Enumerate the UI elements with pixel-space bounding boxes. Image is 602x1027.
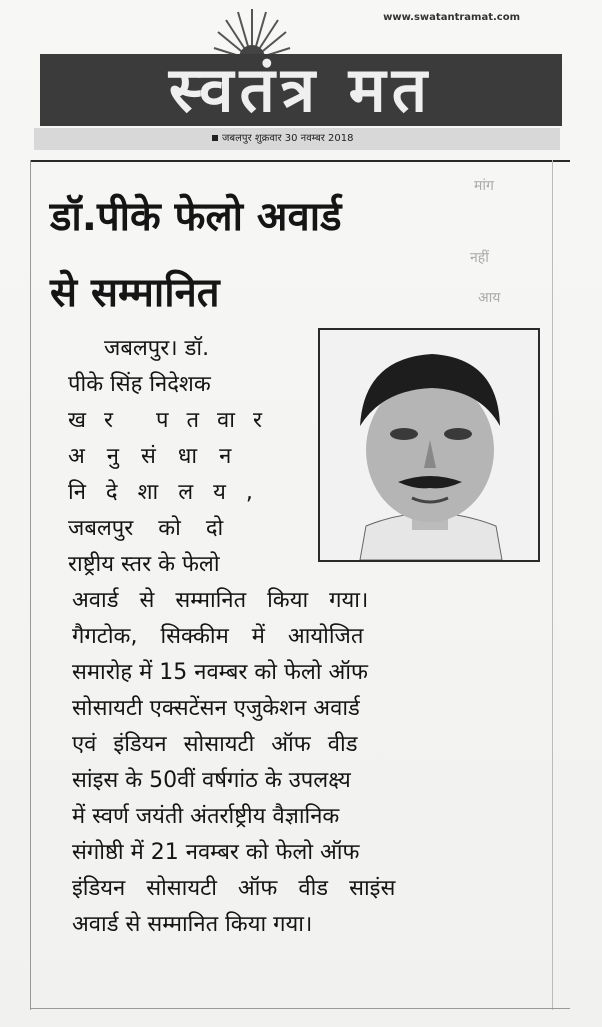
body-line: अवार्ड से सम्मानित किया गया। bbox=[72, 588, 369, 613]
masthead-title: स्वतंत्र मत bbox=[168, 54, 434, 126]
body-line: जबलपुर को दो bbox=[68, 516, 224, 541]
bottom-rule bbox=[30, 1008, 570, 1009]
left-column-rule bbox=[30, 160, 31, 1010]
body-line: समारोह में 15 नवम्बर को फेलो ऑफ bbox=[72, 660, 369, 685]
body-line: में स्वर्ण जयंती अंतर्राष्ट्रीय वैज्ञानिक bbox=[72, 804, 340, 829]
body-line: खर पतवार bbox=[68, 408, 280, 433]
headline-line-2: से सम्मानित bbox=[50, 270, 220, 316]
body-line: गैगटोक, सिक्कीम में आयोजित bbox=[72, 624, 364, 649]
website-url: www.swatantramat.com bbox=[383, 12, 520, 23]
body-line: निदेशालय, bbox=[68, 480, 273, 505]
body-line: पीके सिंह निदेशक bbox=[68, 372, 211, 397]
body-line: सोसायटी एक्सटेंसन एजुकेशन अवार्ड bbox=[72, 696, 360, 721]
margin-note: आय bbox=[478, 290, 501, 306]
headline-line-1: डॉ.पीके फेलो अवार्ड bbox=[50, 194, 342, 240]
body-line: राष्ट्रीय स्तर के फेलो bbox=[68, 552, 220, 577]
right-column-rule bbox=[552, 160, 553, 1010]
body-line: सांइस के 50वीं वर्षगांठ के उपलक्ष्य bbox=[72, 768, 351, 793]
body-line: एवं इंडियन सोसायटी ऑफ वीड bbox=[72, 732, 358, 757]
body-line: अवार्ड से सम्मानित किया गया। bbox=[72, 912, 313, 937]
author-photo bbox=[318, 328, 540, 562]
body-line: जबलपुर। डॉ. bbox=[104, 336, 210, 361]
person-portrait-icon bbox=[320, 330, 538, 560]
margin-note: नहीं bbox=[470, 250, 489, 266]
margin-note: मांग bbox=[474, 178, 494, 194]
top-rule bbox=[30, 160, 570, 162]
dateline: जबलपुर शुक्रवार 30 नवम्बर 2018 bbox=[222, 133, 354, 144]
body-line: संगोष्ठी में 21 नवम्बर को फेलो ऑफ bbox=[72, 840, 360, 865]
body-line: इंडियन सोसायटी ऑफ वीड साइंस bbox=[72, 876, 396, 901]
dateline-bar bbox=[34, 128, 560, 150]
bullet-square-icon bbox=[212, 135, 218, 141]
body-line: अनुसंधान bbox=[68, 444, 254, 469]
